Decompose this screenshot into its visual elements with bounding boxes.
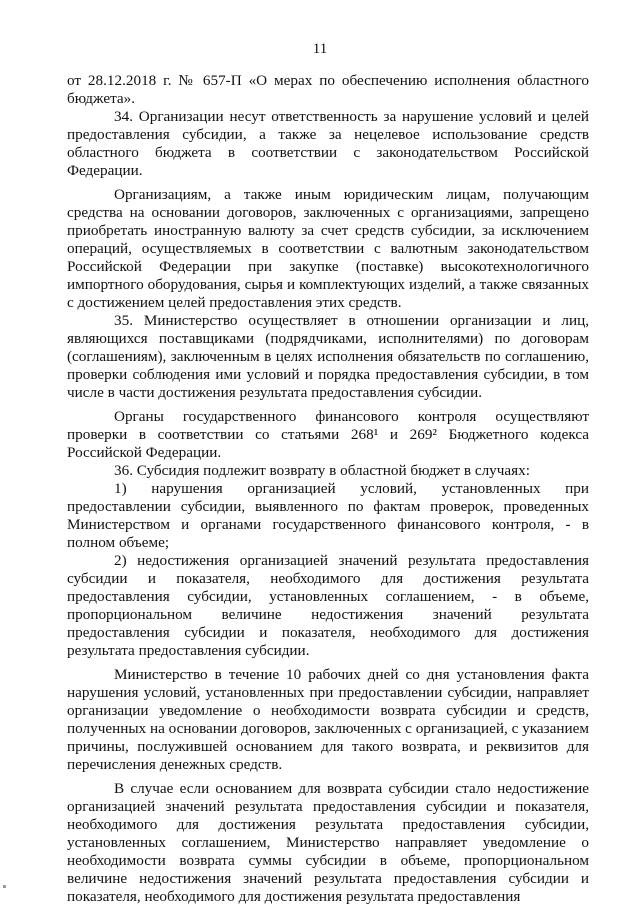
paragraph-36-item-1: 1) нарушения организацией условий, установленных при предоставлении субсидии, выявленного по фактам проверок, проведенных Министерством и органами государственного финансового контроля, - в полном объеме; — [67, 480, 589, 551]
paragraph-return-case: В случае если основанием для возврата субсидии стало недостижение организацией значений результата предоставления субсидии и показателя, необходимого для достижения результата предоставления субсидии, установленных соглашением, Министерство направляет уведомление о необходимости возврата суммы субсидии в объеме, пропорциональном величине недостижения значений результата предоставления субсидии и показателя, необходимого для достижения результата предоставления — [67, 780, 589, 905]
paragraph-34: 34. Организации несут ответственность за нарушение условий и целей предоставления субсидии, а также за нецелевое использование средств областного бюджета в соответствии с законодательством Российской Федерации. — [67, 108, 589, 179]
scan-speck — [3, 885, 6, 888]
body-text — [67, 72, 589, 906]
paragraph-notification: Министерство в течение 10 рабочих дней со дня установления факта нарушения условий, установленных при предоставлении субсидии, направляет организации уведомление о необходимости возврата субсидии и средств, полученных на основании договоров, заключенных с организацией, с указанием причины, послужившей основанием для такого возврата, и реквизитов для перечисления денежных средств. — [67, 666, 589, 773]
paragraph-35: 35. Министерство осуществляет в отношении организации и лиц, являющихся поставщиками (подрядчиками, исполнителями) по договорам (соглашениям), заключенным в целях исполнения обязательств по соглашению, проверки соблюдения ими условий и порядка предоставления субсидии, в том числе в части достижения результата предоставления субсидии. — [67, 312, 589, 401]
paragraph-36: 36. Субсидия подлежит возврату в областной бюджет в случаях: — [114, 462, 530, 479]
page-number: 11 — [312, 41, 328, 57]
paragraph-36-item-2: 2) недостижения организацией значений результата предоставления субсидии и показателя, необходимого для достижения результата предоставления субсидии, установленных соглашением, - в объеме, пропорциональном величине недостижения значений результата предоставления субсидии и показателя, необходимого для достижения результата предоставления субсидии. — [67, 552, 589, 659]
paragraph-currency: Организациям, а также иным юридическим лицам, получающим средства на основании договоров, заключенных с организациями, запрещено приобретать иностранную валюту за счет средств субсидии, за исключением операций, осуществляемых в соответствии с валютным законодательством Российской Федерации при закупке (поставке) высокотехнологичного импортного оборудования, сырья и комплектующих изделий, а также связанных с достижением целей предоставления этих средств. — [67, 186, 589, 311]
paragraph-continuation: от 28.12.2018 г. № 657-П «О мерах по обеспечению исполнения областного бюджета». — [67, 72, 589, 107]
paragraph-control-bodies: Органы государственного финансового контроля осуществляют проверки в соответствии со статьями 268¹ и 269² Бюджетного кодекса Российской Федерации. — [67, 408, 589, 461]
